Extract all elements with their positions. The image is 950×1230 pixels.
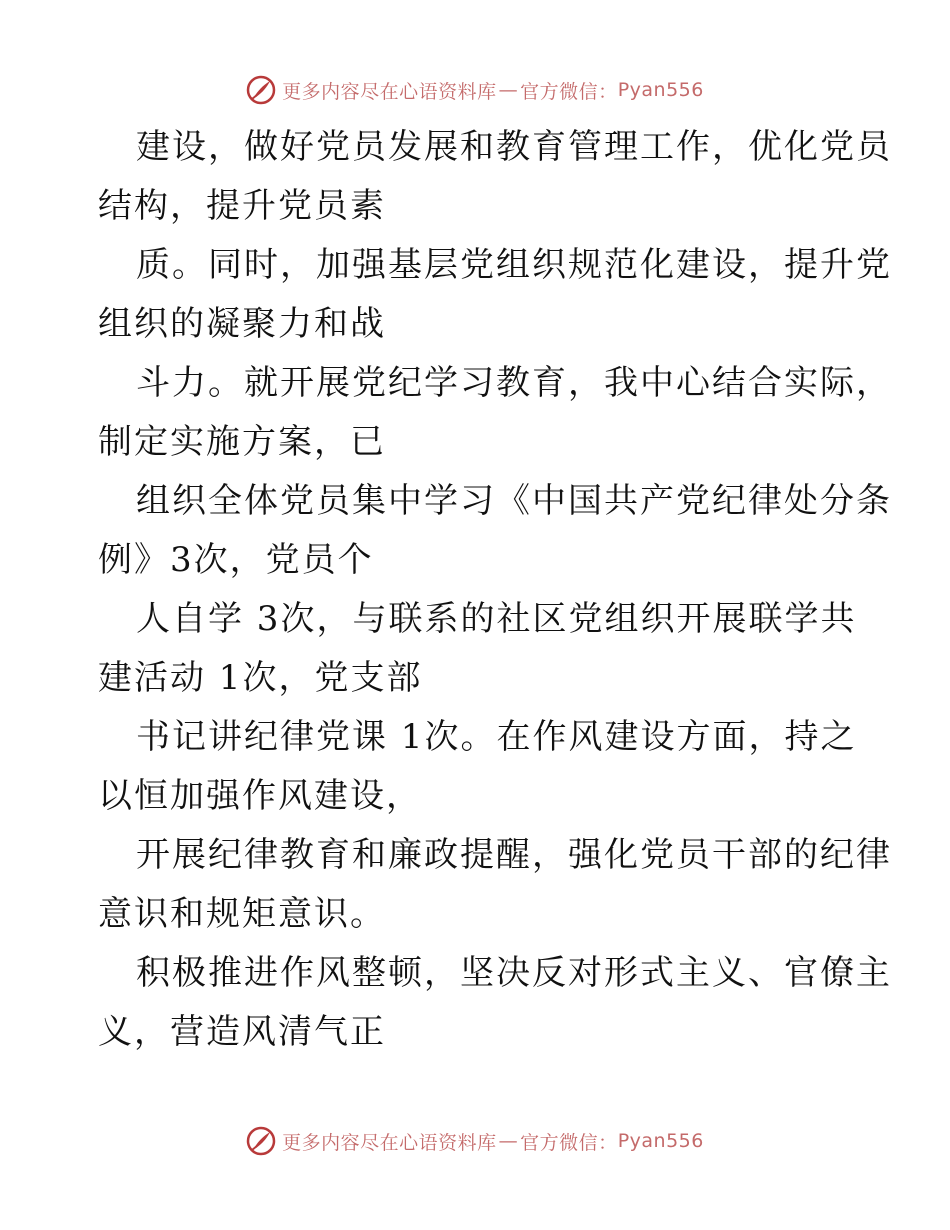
text-line: 积极推进作风整顿，坚决反对形式主义、官僚主 (136, 953, 892, 993)
text-line: 人自学 3次，与联系的社区党组织开展联学共 (136, 599, 857, 639)
text-line: 意识和规矩意识。 (98, 894, 386, 934)
watermark-site-text: 更多内容尽在心语资料库 (282, 80, 497, 103)
text-line: 开展纪律教育和廉政提醒，强化党员干部的纪律 (136, 835, 892, 875)
quill-logo-icon (246, 75, 276, 105)
text-line: 义，营造风清气正 (98, 1012, 386, 1052)
text-line: 建活动 1次，党支部 (98, 658, 423, 698)
text-line: 制定实施方案，已 (98, 422, 386, 462)
watermark-wechat-label: 官方微信： (520, 80, 618, 103)
text-line: 建设，做好党员发展和教育管理工作，优化党员 (136, 127, 892, 167)
footer-watermark (0, 1121, 950, 1161)
text-line: 例》3次，党员个 (98, 540, 374, 580)
watermark-wechat-label: 官方微信： (520, 1131, 618, 1154)
watermark-site-text: 更多内容尽在心语资料库 (282, 1131, 497, 1154)
watermark-separator: — (498, 1130, 519, 1152)
text-line: 以恒加强作风建设， (98, 776, 422, 816)
quill-logo-icon (246, 1126, 276, 1156)
text-line: 斗力。就开展党纪学习教育，我中心结合实际， (136, 363, 892, 403)
text-line: 书记讲纪律党课 1次。在作风建设方面，持之 (136, 717, 857, 757)
text-line: 质。同时，加强基层党组织规范化建设，提升党 (136, 245, 892, 285)
text-line: 结构，提升党员素 (98, 186, 386, 226)
header-watermark (0, 70, 950, 110)
watermark-wechat-id: Pyan556 (617, 79, 704, 101)
text-line: 组织的凝聚力和战 (98, 304, 386, 344)
watermark-wechat-id: Pyan556 (617, 1130, 704, 1152)
watermark-separator: — (498, 79, 519, 101)
text-line: 组织全体党员集中学习《中国共产党纪律处分条 (136, 481, 892, 521)
document-body (98, 118, 892, 1062)
